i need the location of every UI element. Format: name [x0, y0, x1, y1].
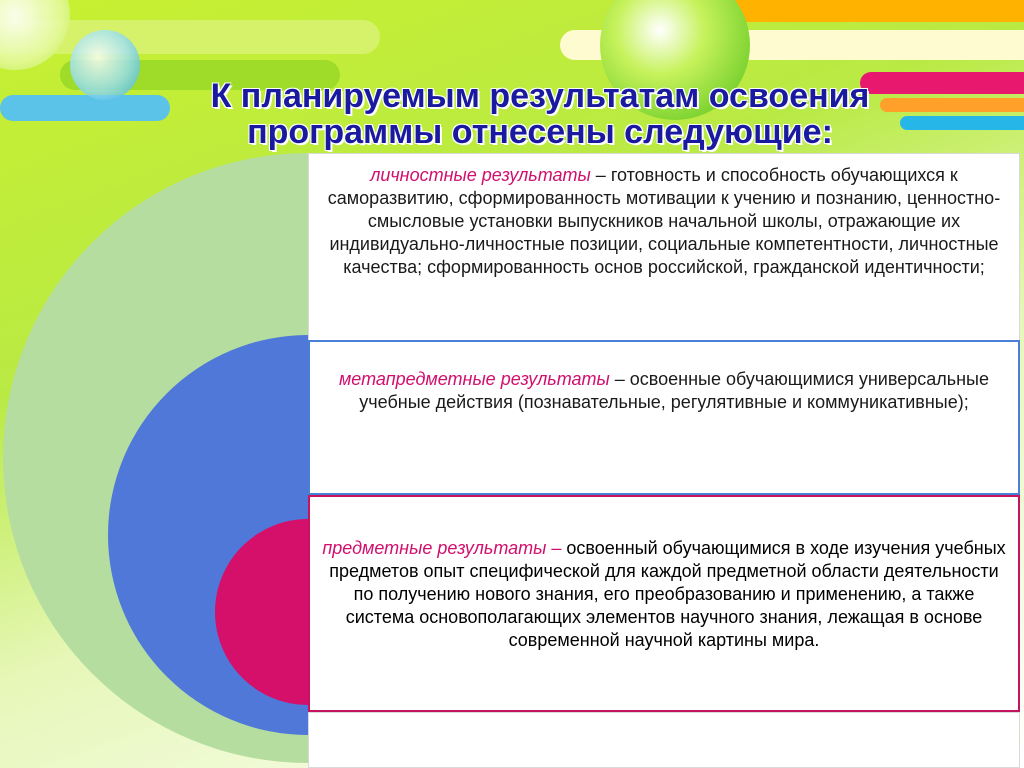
title-line-1: К планируемым результатам освоения — [210, 77, 870, 115]
personal-results-text: готовность и способность обучающихся к саморазвитию, сформированность мотивации к учению и познанию, ценностно-смысловые установки выпускников начальной школы, отражающие их индивидуально-личностные позиции, социальные компетентности, личностные качества; сформированность основ российской, гражданской идентичности; — [327, 165, 1001, 277]
subject-results-dash: – — [546, 538, 567, 558]
subject-results-term: предметные результаты — [322, 538, 547, 558]
title-line-2: программы отнесены следующие: — [247, 113, 833, 151]
subject-results-box — [308, 495, 1020, 712]
personal-results-box — [308, 153, 1020, 340]
metasubject-results-text: освоенные обучающимися универсальные учебные действия (познавательные, регулятивные и коммуникативные); — [359, 369, 990, 412]
subject-results-text: освоенный обучающимися в ходе изучения учебных предметов опыт специфической для каждой предметной области деятельности по получению нового знания, его преобразованию и применению, а также система основополагающих элементов научного знания, лежащая в основе современной научной картины мира. — [329, 538, 1006, 650]
metasubject-results-term: метапредметные результаты — [338, 369, 610, 389]
empty-bottom-box — [308, 712, 1020, 768]
metasubject-results-box — [308, 340, 1020, 495]
personal-results-dash: – — [590, 165, 611, 185]
slide-title — [120, 78, 960, 150]
metasubject-results-dash: – — [609, 369, 630, 389]
personal-results-term: личностные результаты — [370, 165, 591, 185]
